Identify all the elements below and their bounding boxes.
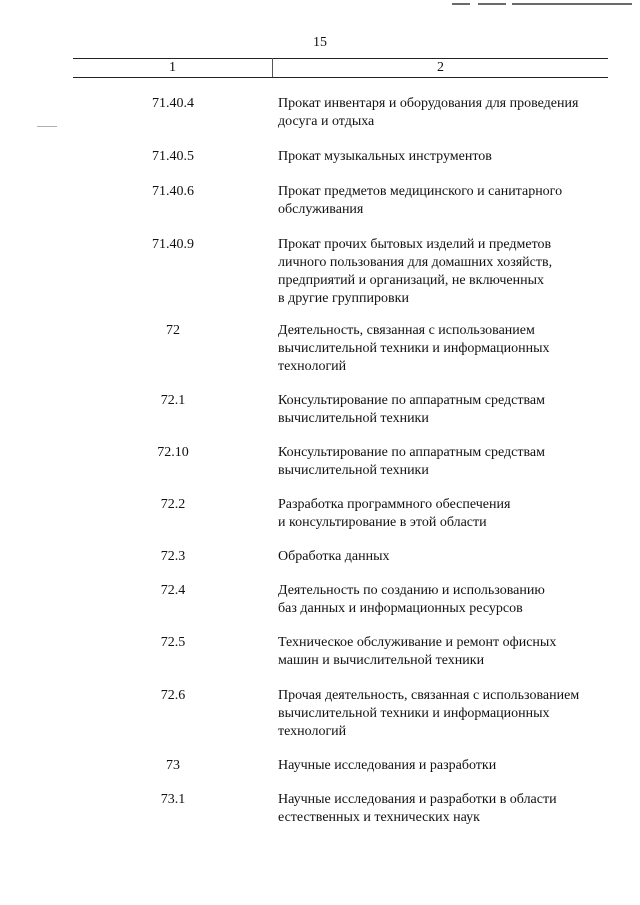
activity-code: 72.6 xyxy=(160,688,186,703)
activity-description: Консультирование по аппаратным средствам вычислительной техники xyxy=(278,393,545,426)
activity-code: 72.5 xyxy=(160,635,186,650)
activity-code: 72.2 xyxy=(160,497,186,512)
activity-description: Техническое обслуживание и ремонт офисных машин и вычислительной техники xyxy=(278,635,557,668)
activity-description: Научные исследования и разработки xyxy=(278,758,497,773)
activity-code: 72.3 xyxy=(160,549,186,564)
activity-description: Деятельность, связанная с использованием вычислительной техники и информационных технологий xyxy=(278,323,550,374)
activity-description: Прокат прочих бытовых изделий и предметов личного пользования для домашних хозяйств, предприятий и организаций, не включенных в другие группировки xyxy=(278,237,553,306)
scan-artifact-mark xyxy=(512,3,632,5)
header-bottom-rule xyxy=(73,77,608,78)
column-header-2: 2 xyxy=(437,60,444,75)
activity-description: Обработка данных xyxy=(278,549,390,564)
activity-code: 73.1 xyxy=(160,792,186,807)
page-number: 15 xyxy=(313,35,327,50)
activity-description: Прокат музыкальных инструментов xyxy=(278,149,492,164)
activity-description: Научные исследования и разработки в области естественных и технических наук xyxy=(278,792,557,825)
activity-code: 71.40.4 xyxy=(152,96,194,111)
margin-mark xyxy=(37,126,57,127)
activity-code: 72.10 xyxy=(157,445,189,460)
scan-artifact-mark xyxy=(478,3,506,5)
scan-artifact-mark xyxy=(452,3,470,5)
activity-description: Консультирование по аппаратным средствам вычислительной техники xyxy=(278,445,545,478)
activity-code: 72.4 xyxy=(160,583,186,598)
activity-description: Прокат предметов медицинского и санитарного обслуживания xyxy=(278,184,563,217)
activity-code: 71.40.5 xyxy=(152,149,194,164)
column-header-1: 1 xyxy=(169,60,176,75)
activity-description: Деятельность по созданию и использованию баз данных и информационных ресурсов xyxy=(278,583,545,616)
activity-description: Разработка программного обеспечения и консультирование в этой области xyxy=(278,497,511,530)
activity-description: Прокат инвентаря и оборудования для проведения досуга и отдыха xyxy=(278,96,579,129)
activity-code: 71.40.6 xyxy=(152,184,194,199)
activity-code: 72 xyxy=(166,323,180,338)
activity-description: Прочая деятельность, связанная с использованием вычислительной техники и информационных технологий xyxy=(278,688,580,739)
header-top-rule xyxy=(73,58,608,59)
activity-code: 71.40.9 xyxy=(152,237,194,252)
activity-code: 73 xyxy=(166,758,180,773)
activity-code: 72.1 xyxy=(160,393,186,408)
